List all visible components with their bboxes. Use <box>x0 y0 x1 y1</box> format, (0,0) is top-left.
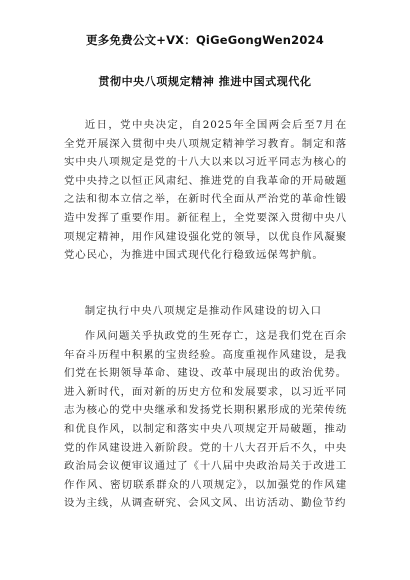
promo-header: 更多免费公文+VX：QiGeGongWen2024 <box>86 33 324 47</box>
section-heading: 制定执行中央八项规定是推动作风建设的切入口 <box>84 305 322 317</box>
document-title: 贯彻中央八项规定精神 推进中国式现代化 <box>98 75 312 88</box>
paragraph-body: 作风问题关乎执政党的生死存亡，这是我们党在百余年奋斗历程中积累的宝贵经验。高度重视作风建设，是我们党在长期领导革命、建设、改革中展现出的政治优势。进入新时代，面对新的历史方位和发展要求，以习近平同志为核心的党中央继承和发扬党长期积累形成的光荣传统和优良作风，以制定和落实中央八项规定开局破题，推动党的作风建设进入新阶段。党的十八大召开后不久，中央政治局会议便审议通过了《十八届中央政治局关于改进工作作风、密切联系群众的八项规定》，以加强党的作风建设为主线，从调查研究、会风文风、出访活动、勤俭节约 <box>64 330 347 510</box>
paragraph-intro: 近日，党中央决定，自2025年全国两会后至7月在全党开展深入贯彻中央八项规定精神学习教育。制定和落实中央八项规定是党的十八大以来以习近平同志为核心的党中央持之以恒正风肃纪、推进党的自我革命的开局破题之法和彻本立信之举，在新时代全面从严治党的革命性锻造中发挥了重要作用。新征程上，全党要深入贯彻中央八项规定精神，用作风建设强化党的领导，以优良作风凝聚党心民心，为推进中国式现代化行稳致远保驾护航。 <box>64 119 347 262</box>
